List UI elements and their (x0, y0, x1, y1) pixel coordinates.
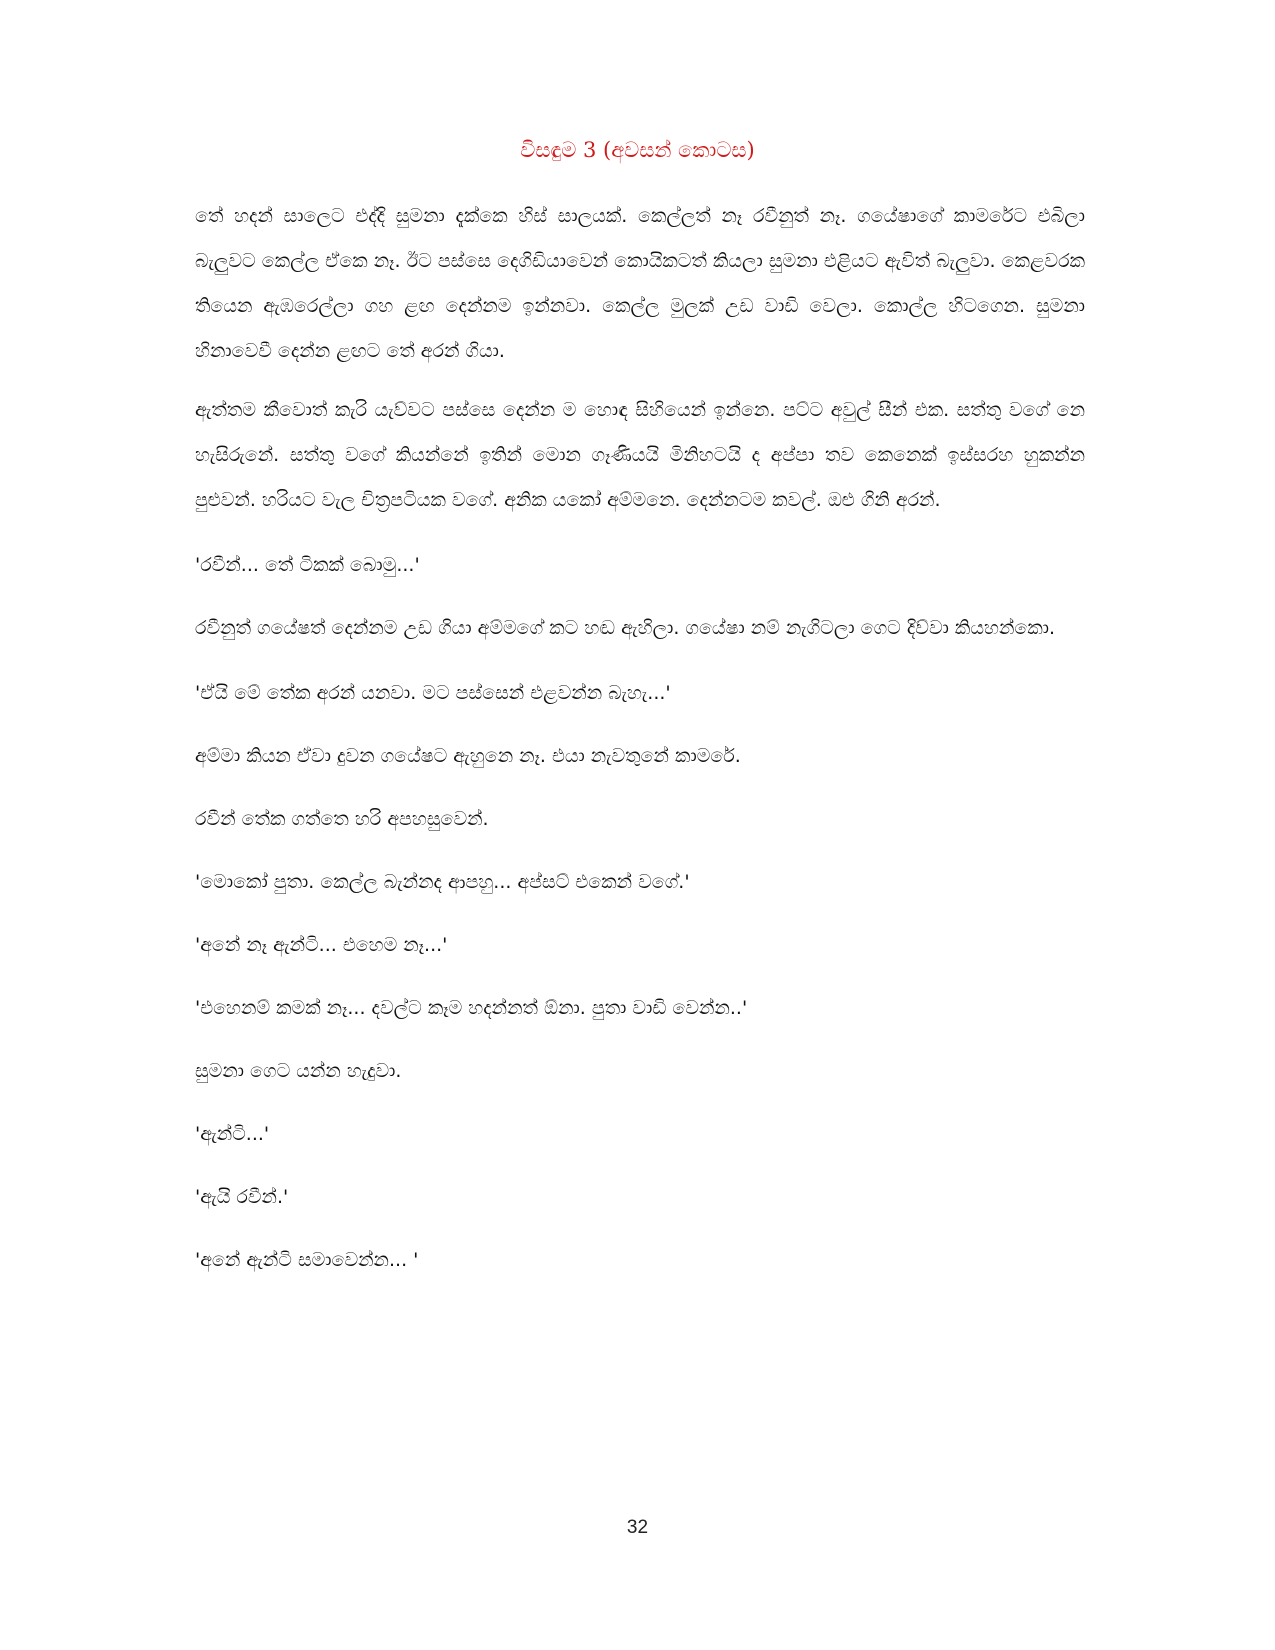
narration-line: රවීන් තේක ගත්තෙ හරි අපහසුවෙන්. (195, 808, 489, 830)
dialogue-line: 'ඒයි මේ තේක අරන් යනවා. මට පස්සෙන් එළවන්න බැහැ...' (195, 682, 671, 704)
dialogue-line: 'ඇන්ටි...' (195, 1123, 270, 1145)
dialogue-line: 'ඇයි රවීන්.' (195, 1186, 289, 1208)
dialogue-line: 'එහෙනම් කමක් නෑ... දවල්ට කෑම හදන්නත් ඕනා. පුතා වාඩි වෙන්න..' (195, 997, 748, 1019)
paragraph: ඇත්තම කීවොත් කැරි යැව්වට පස්සෙ දෙන්න ම හොඳ සිහියෙන් ඉන්නෙ. පට්ට අවුල් සීන් එක. සත්තු වගේ නෙ හැසිරුනේ. සත්තු වගේ කියන්නේ ඉතින් මොන ගෑණියයි මිනිහටයි ද අප්පා තව කෙනෙක් ඉස්සරහ හුකන්න පුළුවන්. හරියට වැල චිත්‍රපටියක වගේ. අනික යකෝ අම්මනෙ. දෙන්නටම කවල්. ඔළු ගිනි අරන්. (195, 399, 1085, 511)
dialogue-line: 'මොකෝ පුතා. කෙල්ල බැන්නද ආපහු... අප්සට් එකෙන් වගේ.' (195, 871, 690, 893)
chapter-title: විසඳුම 3 (අවසන් කොටස) (520, 138, 755, 162)
page-number: 32 (626, 1517, 649, 1538)
dialogue-line: 'රවීන්... තේ ටිකක් බොමු...' (195, 554, 420, 576)
paragraph: රවීනුත් ගයේෂත් දෙන්නම උඩ ගියා අම්මගේ කට හඬ ඇහිලා. ගයේෂා නම් නැගිටලා ගෙට දිව්වා කියහන්කො. (195, 617, 1056, 639)
body-text (195, 194, 1085, 1301)
narration-line: සුමනා ගෙට යන්න හැදුවා. (195, 1060, 402, 1082)
dialogue-line: 'අනේ නෑ ඇන්ටි... එහෙම නෑ...' (195, 934, 448, 956)
dialogue-line: 'අනේ ඇන්ටි සමාවෙන්න... ' (195, 1249, 419, 1271)
narration-line: අම්මා කියන ඒවා දුවන ගයේෂට ඇහුනෙ නෑ. එයා නැවතුනේ කාමරේ. (195, 745, 741, 767)
paragraph: තේ හදන් සාලෙට එද්දි සුමනා දැක්කෙ හිස් සාලයක්. කෙල්ලත් නෑ රවීනුත් නෑ. ගයේෂාගේ කාමරේට එබිලා බැලුවට කෙල්ල ඒකෙ නෑ. ඊට පස්සෙ දෙගිඩියාවෙන් කොයිකටත් කියලා සුමනා එළියට ඇවිත් බැලුවා. කෙළවරක තියෙන ඇඹරෙල්ලා ගහ ළඟ දෙන්නම ඉන්නවා. කෙල්ල මුලක් උඩ වාඩි වෙලා. කොල්ල හිටගෙන. සුමනා හිනාවෙවී දෙන්න ළඟට තේ අරන් ගියා. (195, 205, 1086, 362)
